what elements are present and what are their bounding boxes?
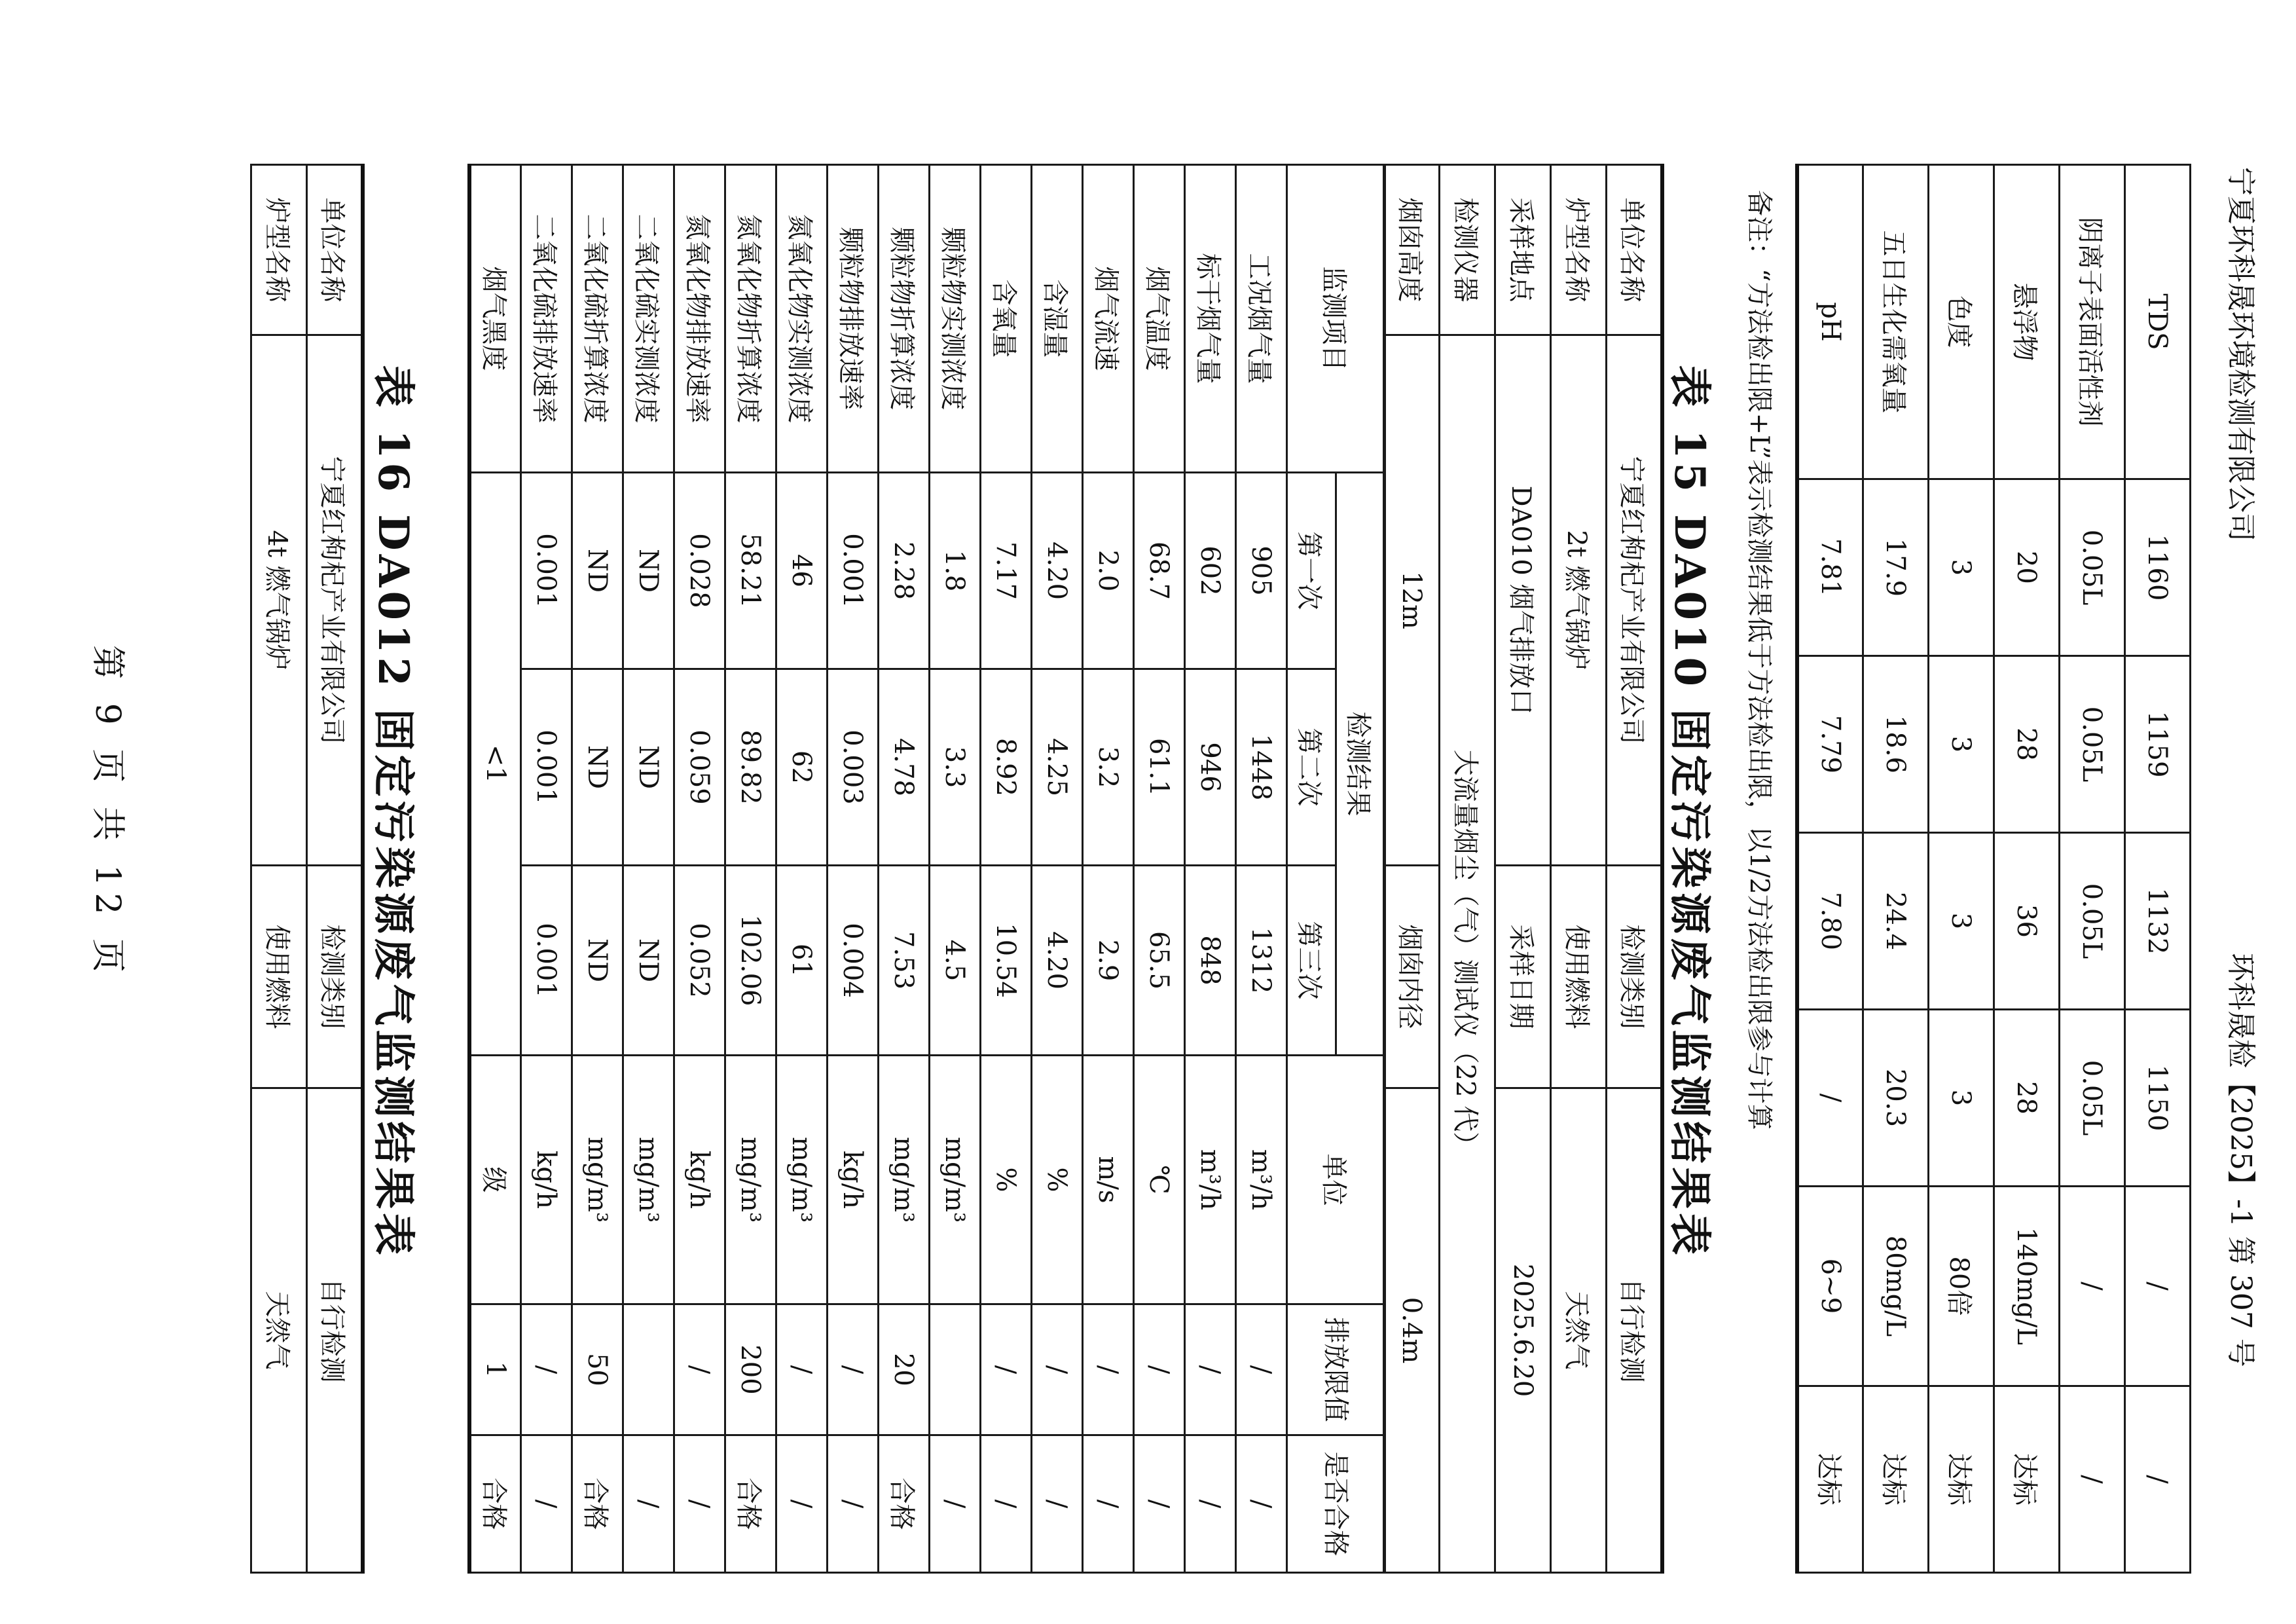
water-item: 阴离子表面活性剂 bbox=[2060, 165, 2125, 479]
unit-label: 单位名称 bbox=[1607, 165, 1662, 335]
qualified-cell: / bbox=[674, 1435, 725, 1573]
table-row bbox=[1185, 165, 1236, 1573]
head-first: 第一次 bbox=[1287, 473, 1336, 669]
head-item: 监测项目 bbox=[1287, 165, 1385, 473]
result-value: 10.54 bbox=[981, 866, 1032, 1056]
water-value: 0.05L bbox=[2060, 833, 2125, 1010]
result-value: 58.21 bbox=[725, 473, 776, 669]
table15-results bbox=[468, 164, 1387, 1574]
date-value: 2025.6.20 bbox=[1495, 1088, 1551, 1573]
result-value: 61 bbox=[776, 866, 828, 1056]
water-value: 36 bbox=[1994, 833, 2060, 1010]
unit-cell: % bbox=[981, 1056, 1032, 1304]
result-value: ND bbox=[623, 669, 674, 866]
category-value: 自行检测 bbox=[1607, 1088, 1662, 1573]
unit-cell: mg/m³ bbox=[776, 1056, 828, 1304]
head-results: 检测结果 bbox=[1336, 473, 1385, 1056]
water-value: 1150 bbox=[2125, 1010, 2191, 1187]
table16-title: 表 16 DA012 固定污染源废气监测结果表 bbox=[369, 365, 418, 1259]
limit-cell: / bbox=[674, 1304, 725, 1435]
water-value: 20.3 bbox=[1863, 1010, 1929, 1187]
result-value: 0.059 bbox=[674, 669, 725, 866]
item-name: 氮氧化物排放速率 bbox=[674, 165, 725, 473]
limit-cell: 50 bbox=[572, 1304, 623, 1435]
unit-cell: mg/m³ bbox=[930, 1056, 981, 1304]
result-value: 65.5 bbox=[1134, 866, 1185, 1056]
item-name: 工况烟气量 bbox=[1236, 165, 1287, 473]
water-value: 7.81 bbox=[1798, 479, 1863, 656]
table-row bbox=[1236, 165, 1287, 1573]
furnace-value: 2t 燃气锅炉 bbox=[1551, 335, 1607, 866]
unit-cell: kg/h bbox=[521, 1056, 572, 1304]
result-value: 0.004 bbox=[828, 866, 879, 1056]
t16-furnace-value: 4t 燃气锅炉 bbox=[251, 335, 307, 866]
instrument-value: 大流量烟尘（气）测试仪（22 代） bbox=[1440, 335, 1495, 1573]
qualified-cell: / bbox=[1083, 1435, 1134, 1573]
table16-info bbox=[251, 164, 365, 1574]
t16-unit-label: 单位名称 bbox=[307, 165, 363, 335]
result-value: 0.001 bbox=[521, 473, 572, 669]
report-number: 环科晟检【2025】-1 第 307 号 bbox=[2224, 953, 2257, 1367]
fuel-label: 使用燃料 bbox=[1551, 866, 1607, 1088]
water-table-note: 备注：“方法检出限+L”表示检测结果低于方法检出限，以1/2方法检出限参与计算 bbox=[1744, 190, 1774, 1130]
result-value: 7.17 bbox=[981, 473, 1032, 669]
limit-cell: 1 bbox=[470, 1304, 521, 1435]
result-value: ND bbox=[572, 473, 623, 669]
unit-cell: mg/m³ bbox=[879, 1056, 930, 1304]
furnace-label: 炉型名称 bbox=[1551, 165, 1607, 335]
unit-cell: kg/h bbox=[674, 1056, 725, 1304]
page-footer: 第 9 页 共 12 页 bbox=[88, 645, 127, 979]
fuel-value: 天然气 bbox=[1551, 1088, 1607, 1573]
table-row bbox=[1994, 165, 2060, 1573]
result-value: 848 bbox=[1185, 866, 1236, 1056]
unit-cell: mg/m³ bbox=[572, 1056, 623, 1304]
result-value: 2.0 bbox=[1083, 473, 1134, 669]
water-limit: / bbox=[2060, 1187, 2125, 1386]
head-limit: 排放限值 bbox=[1287, 1304, 1385, 1435]
result-value: 0.003 bbox=[828, 669, 879, 866]
water-result: 达标 bbox=[1863, 1386, 1929, 1573]
table15-title: 表 15 DA010 固定污染源废气监测结果表 bbox=[1665, 365, 1714, 1259]
unit-cell: m/s bbox=[1083, 1056, 1134, 1304]
result-value: ND bbox=[623, 473, 674, 669]
water-item: TDS bbox=[2125, 165, 2191, 479]
unit-cell: 级 bbox=[470, 1056, 521, 1304]
qualified-cell: / bbox=[1134, 1435, 1185, 1573]
diameter-label: 烟囱内径 bbox=[1384, 866, 1440, 1088]
qualified-cell: / bbox=[828, 1435, 879, 1573]
item-name: 二氧化硫实测浓度 bbox=[623, 165, 674, 473]
item-name: 含氧量 bbox=[981, 165, 1032, 473]
qualified-cell: 合格 bbox=[572, 1435, 623, 1573]
result-value: 0.028 bbox=[674, 473, 725, 669]
water-value: 3 bbox=[1929, 1010, 1994, 1187]
table-row bbox=[725, 165, 776, 1573]
water-result: / bbox=[2060, 1386, 2125, 1573]
water-value: 0.05L bbox=[2060, 479, 2125, 656]
water-value: 28 bbox=[1994, 1010, 2060, 1187]
water-value: 3 bbox=[1929, 656, 1994, 833]
table-row bbox=[623, 165, 674, 1573]
qualified-cell: 合格 bbox=[470, 1435, 521, 1573]
water-result: 达标 bbox=[1929, 1386, 1994, 1573]
water-limit: 80mg/L bbox=[1863, 1187, 1929, 1386]
qualified-cell: / bbox=[981, 1435, 1032, 1573]
water-value: 28 bbox=[1994, 656, 2060, 833]
result-value: 102.06 bbox=[725, 866, 776, 1056]
site-value: DA010 烟气排放口 bbox=[1495, 335, 1551, 866]
result-value: 4.25 bbox=[1032, 669, 1083, 866]
limit-cell: / bbox=[521, 1304, 572, 1435]
result-value: 4.20 bbox=[1032, 473, 1083, 669]
result-value: 2.9 bbox=[1083, 866, 1134, 1056]
head-second: 第二次 bbox=[1287, 669, 1336, 866]
site-label: 采样地点 bbox=[1495, 165, 1551, 335]
diameter-value: 0.4m bbox=[1384, 1088, 1440, 1573]
result-value: 68.7 bbox=[1134, 473, 1185, 669]
table-row bbox=[1798, 165, 1863, 1573]
limit-cell: / bbox=[981, 1304, 1032, 1435]
water-value: 1160 bbox=[2125, 479, 2191, 656]
limit-cell bbox=[930, 1304, 981, 1435]
result-value: 905 bbox=[1236, 473, 1287, 669]
date-label: 采样日期 bbox=[1495, 866, 1551, 1088]
item-name: 二氧化硫折算浓度 bbox=[572, 165, 623, 473]
t16-category-label: 检测类别 bbox=[307, 866, 363, 1088]
water-limit: 140mg/L bbox=[1994, 1187, 2060, 1386]
item-name: 烟气流速 bbox=[1083, 165, 1134, 473]
table-row bbox=[674, 165, 725, 1573]
water-result: 达标 bbox=[1798, 1386, 1863, 1573]
water-result: 达标 bbox=[1994, 1386, 2060, 1573]
result-value: 4.5 bbox=[930, 866, 981, 1056]
result-value: 1312 bbox=[1236, 866, 1287, 1056]
table-row bbox=[930, 165, 981, 1573]
water-value: 17.9 bbox=[1863, 479, 1929, 656]
company-header: 宁夏环科晟环境检测有限公司 bbox=[2224, 167, 2257, 542]
result-value: 602 bbox=[1185, 473, 1236, 669]
limit-cell bbox=[623, 1304, 674, 1435]
item-name: 氮氧化物实测浓度 bbox=[776, 165, 828, 473]
qualified-cell: 合格 bbox=[879, 1435, 930, 1573]
table-row bbox=[1863, 165, 1929, 1573]
water-item: 五日生化需氧量 bbox=[1863, 165, 1929, 479]
water-value: 1132 bbox=[2125, 833, 2191, 1010]
height-label: 烟囱高度 bbox=[1384, 165, 1440, 335]
category-label: 检测类别 bbox=[1607, 866, 1662, 1088]
limit-cell: / bbox=[828, 1304, 879, 1435]
table-row bbox=[572, 165, 623, 1573]
qualified-cell: / bbox=[930, 1435, 981, 1573]
head-qualified: 是否合格 bbox=[1287, 1435, 1385, 1573]
unit-value: 宁夏红枸杞产业有限公司 bbox=[1607, 335, 1662, 866]
result-value: 3.3 bbox=[930, 669, 981, 866]
qualified-cell: / bbox=[776, 1435, 828, 1573]
limit-cell: / bbox=[1134, 1304, 1185, 1435]
unit-cell: % bbox=[1032, 1056, 1083, 1304]
table15-info bbox=[1383, 164, 1665, 1574]
table-row bbox=[776, 165, 828, 1573]
item-name: 氮氧化物折算浓度 bbox=[725, 165, 776, 473]
item-name: 颗粒物排放速率 bbox=[828, 165, 879, 473]
item-name: 颗粒物折算浓度 bbox=[879, 165, 930, 473]
water-value: / bbox=[1798, 1010, 1863, 1187]
limit-cell: / bbox=[1185, 1304, 1236, 1435]
result-value: 0.001 bbox=[521, 866, 572, 1056]
water-results-table bbox=[1796, 164, 2192, 1574]
qualified-cell: / bbox=[521, 1435, 572, 1573]
water-item: 悬浮物 bbox=[1994, 165, 2060, 479]
result-value: ND bbox=[572, 866, 623, 1056]
head-unit: 单位 bbox=[1287, 1056, 1385, 1304]
unit-cell: m³/h bbox=[1185, 1056, 1236, 1304]
water-value: 3 bbox=[1929, 833, 1994, 1010]
limit-cell: / bbox=[1236, 1304, 1287, 1435]
item-name: 烟气黑度 bbox=[470, 165, 521, 473]
height-value: 12m bbox=[1384, 335, 1440, 866]
result-value: 62 bbox=[776, 669, 828, 866]
result-value: 8.92 bbox=[981, 669, 1032, 866]
water-value: 0.05L bbox=[2060, 1010, 2125, 1187]
head-third: 第三次 bbox=[1287, 866, 1336, 1056]
result-value: 1.8 bbox=[930, 473, 981, 669]
t16-unit-value: 宁夏红枸杞产业有限公司 bbox=[307, 335, 363, 866]
result-value: 0.052 bbox=[674, 866, 725, 1056]
item-name: 烟气温度 bbox=[1134, 165, 1185, 473]
t16-furnace-label: 炉型名称 bbox=[251, 165, 307, 335]
water-value: 3 bbox=[1929, 479, 1994, 656]
limit-cell: / bbox=[776, 1304, 828, 1435]
water-item: 色度 bbox=[1929, 165, 1994, 479]
water-limit: 80倍 bbox=[1929, 1187, 1994, 1386]
table-row bbox=[521, 165, 572, 1573]
result-value: 0.001 bbox=[828, 473, 879, 669]
result-value: 1448 bbox=[1236, 669, 1287, 866]
t16-fuel-value: 天然气 bbox=[251, 1088, 307, 1573]
water-value: 24.4 bbox=[1863, 833, 1929, 1010]
result-value: 0.001 bbox=[521, 669, 572, 866]
item-name: 二氧化硫排放速率 bbox=[521, 165, 572, 473]
result-value: 946 bbox=[1185, 669, 1236, 866]
result-value: 46 bbox=[776, 473, 828, 669]
qualified-cell: 合格 bbox=[725, 1435, 776, 1573]
water-result: / bbox=[2125, 1386, 2191, 1573]
qualified-cell: / bbox=[1185, 1435, 1236, 1573]
water-item: pH bbox=[1798, 165, 1863, 479]
table-row bbox=[470, 165, 521, 1573]
limit-cell: 200 bbox=[725, 1304, 776, 1435]
unit-cell: ℃ bbox=[1134, 1056, 1185, 1304]
table-row bbox=[1134, 165, 1185, 1573]
result-value: 4.20 bbox=[1032, 866, 1083, 1056]
item-name: 标干烟气量 bbox=[1185, 165, 1236, 473]
water-limit: 6~9 bbox=[1798, 1187, 1863, 1386]
result-value: 4.78 bbox=[879, 669, 930, 866]
item-name: 颗粒物实测浓度 bbox=[930, 165, 981, 473]
water-limit: / bbox=[2125, 1187, 2191, 1386]
result-value: 7.53 bbox=[879, 866, 930, 1056]
unit-cell: mg/m³ bbox=[623, 1056, 674, 1304]
t16-category-value: 自行检测 bbox=[307, 1088, 363, 1573]
result-value: 61.1 bbox=[1134, 669, 1185, 866]
table-row bbox=[879, 165, 930, 1573]
table-row bbox=[1083, 165, 1134, 1573]
result-value: <1 bbox=[470, 473, 521, 1056]
table-row bbox=[2060, 165, 2125, 1573]
water-value: 7.79 bbox=[1798, 656, 1863, 833]
unit-cell: mg/m³ bbox=[725, 1056, 776, 1304]
t16-fuel-label: 使用燃料 bbox=[251, 866, 307, 1088]
result-value: ND bbox=[623, 866, 674, 1056]
limit-cell: / bbox=[1032, 1304, 1083, 1435]
result-value: 3.2 bbox=[1083, 669, 1134, 866]
water-value: 0.05L bbox=[2060, 656, 2125, 833]
qualified-cell: / bbox=[623, 1435, 674, 1573]
table-row bbox=[2125, 165, 2191, 1573]
limit-cell: / bbox=[1083, 1304, 1134, 1435]
result-value: ND bbox=[572, 669, 623, 866]
unit-cell: kg/h bbox=[828, 1056, 879, 1304]
unit-cell: m³/h bbox=[1236, 1056, 1287, 1304]
result-value: 89.82 bbox=[725, 669, 776, 866]
table-row bbox=[1032, 165, 1083, 1573]
table-row bbox=[828, 165, 879, 1573]
water-value: 1159 bbox=[2125, 656, 2191, 833]
instrument-label: 检测仪器 bbox=[1440, 165, 1495, 335]
water-value: 7.80 bbox=[1798, 833, 1863, 1010]
limit-cell: 20 bbox=[879, 1304, 930, 1435]
qualified-cell: / bbox=[1236, 1435, 1287, 1573]
item-name: 含湿量 bbox=[1032, 165, 1083, 473]
water-value: 18.6 bbox=[1863, 656, 1929, 833]
table-row bbox=[1929, 165, 1994, 1573]
table-row bbox=[981, 165, 1032, 1573]
result-value: 2.28 bbox=[879, 473, 930, 669]
water-value: 20 bbox=[1994, 479, 2060, 656]
qualified-cell: / bbox=[1032, 1435, 1083, 1573]
